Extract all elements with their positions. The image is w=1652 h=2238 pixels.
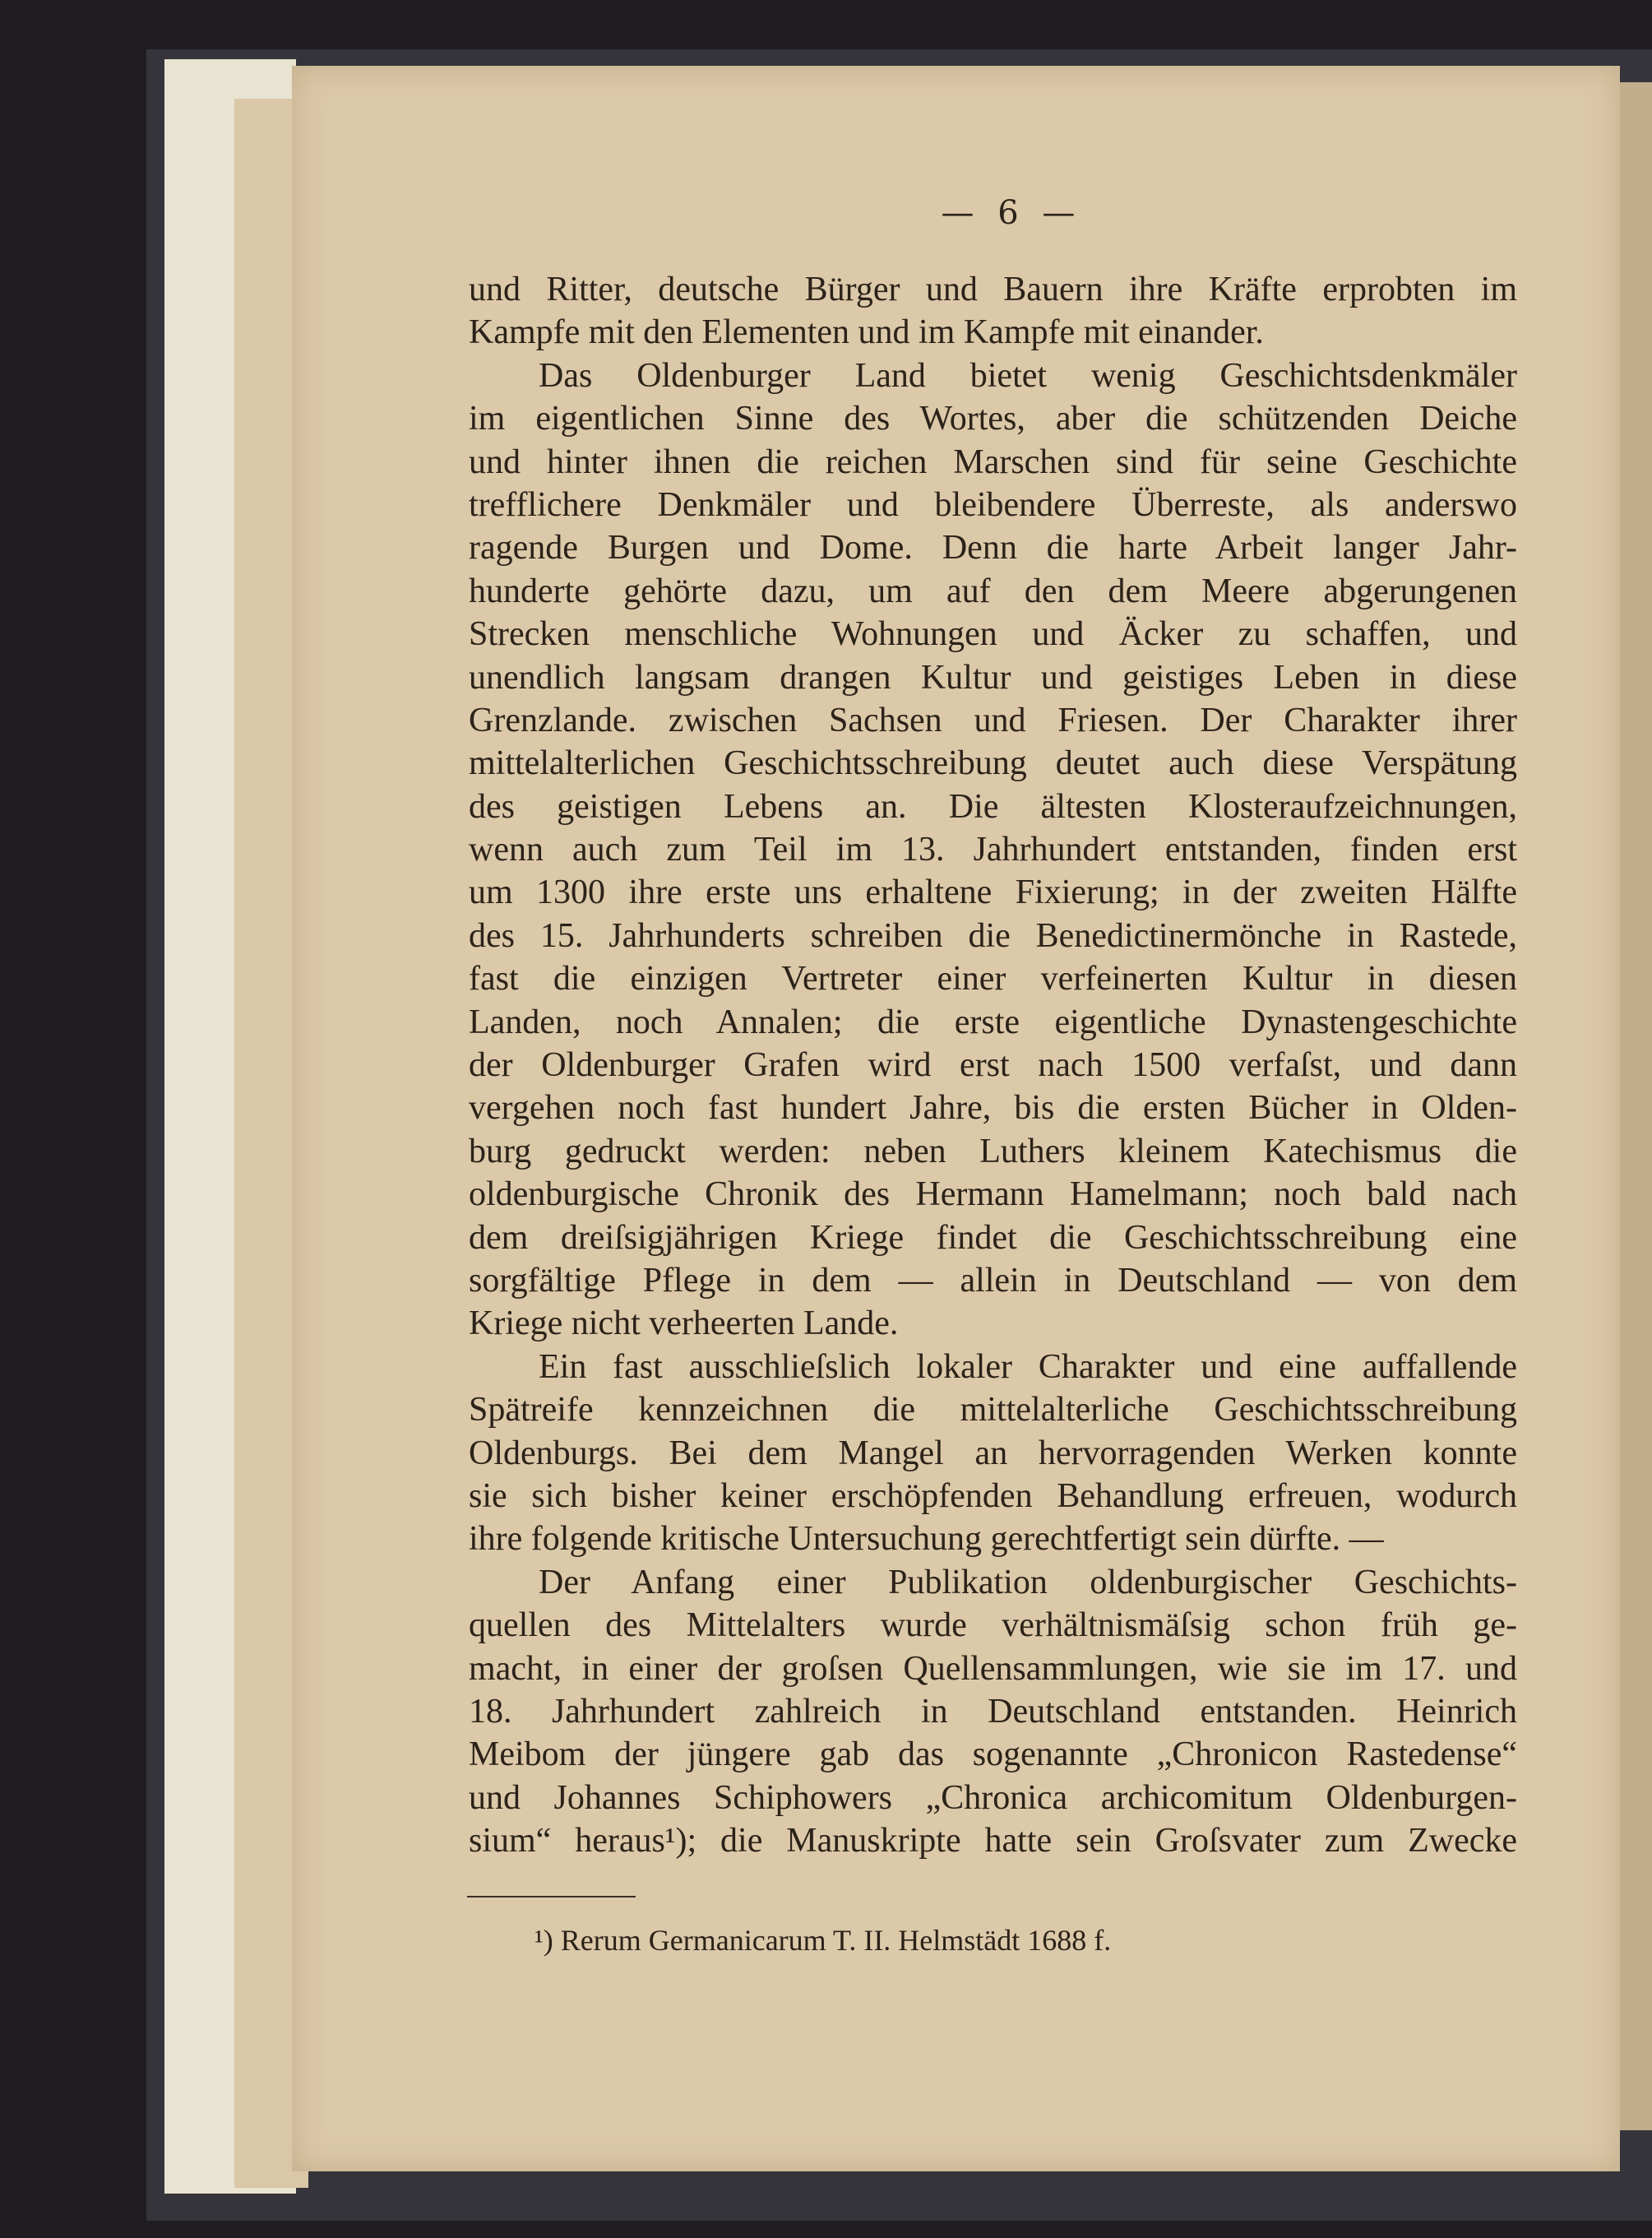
text-line: fast die einzigen Vertreter einer verfeinerten Kultur in diesen [469, 960, 1517, 999]
text-line: Ein fast ausschlieſslich lokaler Charakter und eine auffallende [539, 1347, 1517, 1386]
text-line: im eigentlichen Sinne des Wortes, aber die schützenden Deiche [469, 400, 1517, 438]
text-line: Kampfe mit den Elementen und im Kampfe mit einander. [469, 313, 1264, 352]
text-line: des geistigen Lebens an. Die ältesten Klosteraufzeichnungen, [469, 787, 1517, 826]
text-line: vergehen noch fast hundert Jahre, bis die ersten Bücher in Olden- [469, 1089, 1517, 1128]
footnote: ¹) Rerum Germanicarum T. II. Helmstädt 1688 f. [534, 1924, 1112, 1957]
text-line: Strecken menschliche Wohnungen und Äcker zu schaffen, und [469, 615, 1517, 654]
text-line: sorgfältige Pflege in dem — allein in Deutschland — von dem [469, 1261, 1517, 1300]
text-line: quellen des Mittelalters wurde verhältnismäſsig schon früh ge- [469, 1606, 1517, 1645]
text-line: Landen, noch Annalen; die erste eigentliche Dynastengeschichte [469, 1003, 1517, 1041]
facing-page-edge [1618, 82, 1652, 2130]
text-line: und Ritter, deutsche Bürger und Bauern ihre Kräfte erprobten im [469, 271, 1517, 308]
text-line: und Johannes Schiphowers „Chronica archicomitum Oldenburgen- [469, 1778, 1517, 1817]
text-line: des 15. Jahrhunderts schreiben die Benedictinermönche in Rastede, [469, 916, 1517, 955]
text-line: hunderte gehörte dazu, um auf den dem Meere abgerungenen [469, 572, 1517, 610]
text-line: Der Anfang einer Publikation oldenburgischer Geschichts- [539, 1563, 1517, 1601]
text-line: trefflichere Denkmäler und bleibendere Überreste, als anderswo [469, 485, 1517, 524]
text-line: Das Oldenburger Land bietet wenig Geschichtsdenkmäler [539, 356, 1517, 395]
page-number: — 6 — [941, 194, 1082, 232]
text-line: Kriege nicht verheerten Lande. [469, 1304, 899, 1343]
text-line: der Oldenburger Grafen wird erst nach 1500 verfaſst, und dann [469, 1046, 1517, 1085]
text-line: ragende Burgen und Dome. Denn die harte Arbeit langer Jahr- [469, 529, 1517, 568]
text-line: Spätreife kennzeichnen die mittelalterliche Geschichtsschreibung [469, 1391, 1517, 1429]
text-line: Meibom der jüngere gab das sogenannte „Chronicon Rastedense“ [469, 1735, 1517, 1774]
text-line: oldenburgische Chronik des Hermann Hamelmann; noch bald nach [469, 1175, 1517, 1214]
body-text [469, 268, 1517, 1862]
text-line: sium“ heraus¹); die Manuskripte hatte sein Groſsvater zum Zwecke [469, 1822, 1517, 1860]
text-line: sie sich bisher keiner erschöpfenden Behandlung erfreuen, wodurch [469, 1476, 1517, 1515]
text-line: um 1300 ihre erste uns erhaltene Fixierung; in der zweiten Hälfte [469, 873, 1517, 912]
text-line: wenn auch zum Teil im 13. Jahrhundert entstanden, finden erst [469, 831, 1517, 869]
text-line: ihre folgende kritische Untersuchung gerechtfertigt sein dürfte. — [469, 1520, 1384, 1559]
text-line: 18. Jahrhundert zahlreich in Deutschland entstanden. Heinrich [469, 1692, 1517, 1731]
text-line: dem dreiſsigjährigen Kriege findet die Geschichtsschreibung eine [469, 1218, 1517, 1257]
text-line: unendlich langsam drangen Kultur und geistiges Leben in diese [469, 658, 1517, 697]
footnote-rule [467, 1896, 636, 1897]
text-line: mittelalterlichen Geschichtsschreibung deutet auch diese Verspätung [469, 744, 1517, 783]
text-line: Grenzlande. zwischen Sachsen und Friesen. Der Charakter ihrer [469, 701, 1517, 739]
text-line: macht, in einer der groſsen Quellensammlungen, wie sie im 17. und [469, 1649, 1517, 1688]
text-line: und hinter ihnen die reichen Marschen sind für seine Geschichte [469, 443, 1517, 481]
text-line: Oldenburgs. Bei dem Mangel an hervorragenden Werken konnte [469, 1434, 1517, 1472]
text-line: burg gedruckt werden: neben Luthers kleinem Katechismus die [469, 1132, 1517, 1170]
